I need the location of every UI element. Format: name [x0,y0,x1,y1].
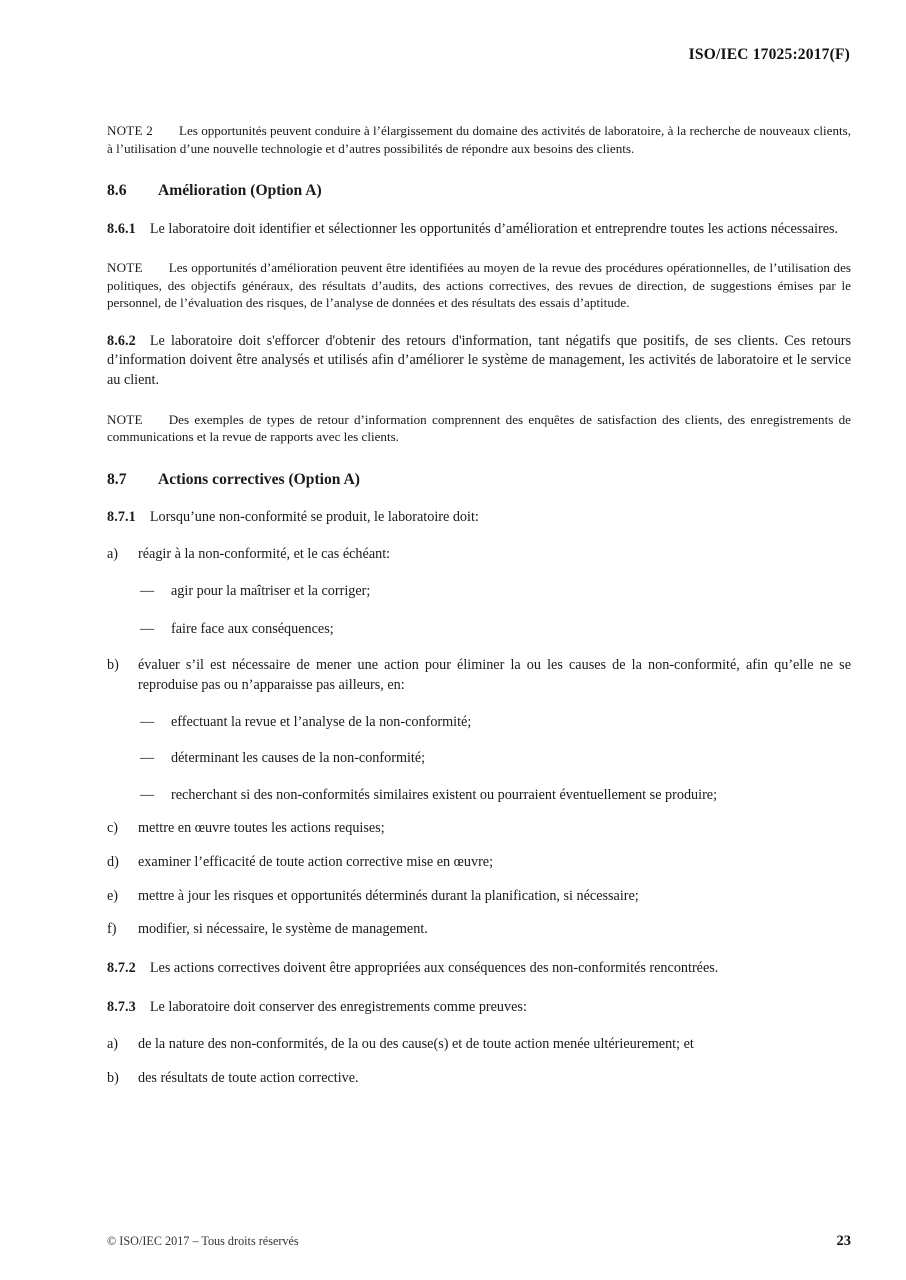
copyright-notice: © ISO/IEC 2017 – Tous droits réservés [107,1234,299,1248]
heading-8-7-title: Actions correctives (Option A) [158,470,360,488]
note-8-6-1-text: Les opportunités d’amélioration peuvent être identifiées au moyen de la revue des procédures opérationnelles, de l’utilisation des politiques, des objectifs généraux, des résultats d’audits, des actions correctives, des revues de direction, de suggestions émises par le personnel, de l’évaluation des risques, de l’analyse de données et des résultats des essais d’aptitude. [107,260,851,311]
clause-8-7-1 [107,508,851,528]
clause-8-7-2 [107,959,851,979]
dash-list-item [107,749,851,769]
clause-8-6-1-number: 8.6.1 [107,220,136,237]
clause-8-7-1-number: 8.7.1 [107,509,136,526]
note-8-6-2-label: NOTE [107,411,143,427]
dash-marker: — [140,750,155,767]
standard-reference: ISO/IEC 17025:2017(F) [688,46,850,63]
dash-marker: — [140,786,155,803]
note-8-6-2-paragraph [107,411,851,446]
list-marker: d) [107,854,119,870]
list-marker: c) [107,820,119,837]
list-marker: b) [107,657,119,674]
list-marker: e) [107,887,119,904]
dash-item-text: effectuant la revue et l’analyse de la non-conformité; [171,713,472,730]
page-footer [107,1233,851,1250]
dash-list-item [107,786,851,806]
list-item [107,887,851,907]
list-item-text: modifier, si nécessaire, le système de management. [138,921,428,938]
list-item-text: de la nature des non-conformités, de la ou des cause(s) et de toute action menée ultérieurement; et [138,1035,694,1052]
note-2-paragraph [107,122,851,157]
clause-8-7-2-text: Les actions correctives doivent être appropriées aux conséquences des non-conformités rencontrées. [149,959,719,976]
dash-list-item [107,620,851,640]
clause-8-6-1 [107,220,851,240]
note-8-6-1-paragraph [107,259,851,312]
list-marker: f) [107,921,117,938]
heading-8-7 [107,470,851,489]
clause-8-7-3-text: Le laboratoire doit conserver des enregistrements comme preuves: [149,999,527,1016]
list-item [107,819,851,839]
list-item-text: mettre en œuvre toutes les actions requises; [138,820,385,837]
heading-8-6-number: 8.6 [107,182,127,200]
dash-marker: — [140,620,155,637]
list-item [107,1069,851,1089]
list-item-text: des résultats de toute action corrective. [138,1069,359,1086]
list-item-text: réagir à la non-conformité, et le cas échéant: [138,545,391,562]
note-8-6-1-label: NOTE [107,260,143,276]
dash-list-item [107,713,851,733]
clause-8-7-1-text: Lorsqu’une non-conformité se produit, le laboratoire doit: [149,509,479,526]
clause-8-7-3 [107,998,851,1018]
dash-item-text: agir pour la maîtriser et la corriger; [171,583,371,600]
list-item [107,920,851,940]
note-8-6-2-text: Des exemples de types de retour d’information comprennent des enquêtes de satisfaction des clients, des enregistrements de communications et la revue de rapports avec les clients. [107,411,851,445]
dash-marker: — [140,583,155,600]
list-item-text: évaluer s’il est nécessaire de mener une action pour éliminer la ou les causes de la non-conformité, afin qu’elle ne se reproduise pas ou n’apparaisse pas ailleurs, en: [138,657,851,694]
clause-8-7-3-number: 8.7.3 [107,999,136,1016]
heading-8-6 [107,181,851,200]
list-item [107,1035,851,1055]
note-2-label: NOTE 2 [107,123,153,138]
clause-8-6-1-text: Le laboratoire doit identifier et sélectionner les opportunités d’amélioration et entreprendre toutes les actions nécessaires. [149,220,839,237]
dash-list-item [107,582,851,602]
list-item [107,656,851,695]
list-marker: b) [107,1069,119,1086]
list-item-text: mettre à jour les risques et opportunités déterminés durant la planification, si nécessaire; [138,887,639,904]
list-item [107,545,851,565]
clause-8-6-2-number: 8.6.2 [107,332,136,349]
list-marker: a) [107,1035,119,1052]
clause-8-7-2-number: 8.7.2 [107,959,136,976]
dash-item-text: faire face aux conséquences; [171,620,334,637]
dash-item-text: déterminant les causes de la non-conformité; [171,750,426,767]
running-header [56,46,850,64]
heading-8-6-title: Amélioration (Option A) [158,182,322,200]
list-item [107,853,851,873]
page-content [107,122,851,1101]
list-item-text: examiner l’efficacité de toute action corrective mise en œuvre; [138,854,494,870]
list-marker: a) [107,545,119,562]
dash-marker: — [140,713,155,730]
clause-8-6-2 [107,332,851,391]
dash-item-text: recherchant si des non-conformités similaires existent ou pourraient éventuellement se produire; [171,786,718,803]
heading-8-7-number: 8.7 [107,470,127,488]
clause-8-6-2-text: Le laboratoire doit s'efforcer d'obtenir des retours d'information, tant négatifs que positifs, de ses clients. Ces retours d’information doivent être analysés et utilisés afin d’améliorer le système de management, les activités de laboratoire et le service au client. [107,332,851,388]
page-number: 23 [836,1233,851,1249]
note-2-text: Les opportunités peuvent conduire à l’élargissement du domaine des activités de laboratoire, à la recherche de nouveaux clients, à l’utilisation d’une nouvelle technologie et d’autres possibilités de répondre aux besoins des clients. [107,123,851,156]
